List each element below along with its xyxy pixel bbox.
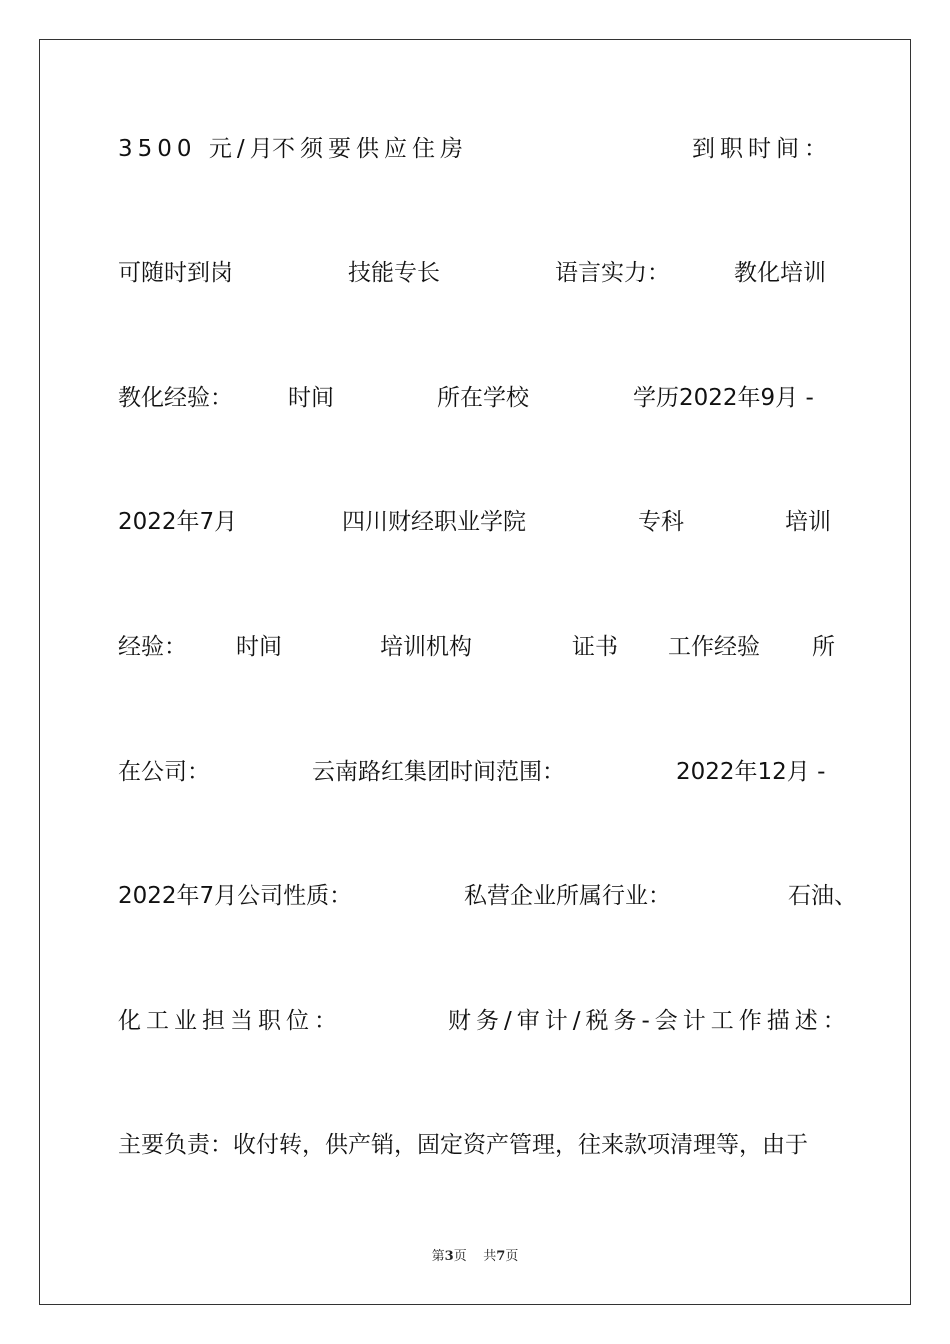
text-segment: 时间 (236, 634, 282, 660)
page-number: 3 (444, 1249, 454, 1264)
text-line (118, 881, 857, 911)
text-segment: 2022年12月 - (676, 759, 826, 785)
text-segment: 所 (812, 634, 835, 660)
text-segment: 可随时到岗 (118, 260, 233, 286)
page-footer (0, 1248, 950, 1266)
total-suffix: 页 (505, 1249, 519, 1264)
text-segment: 专科 (638, 509, 684, 535)
text-segment: 主要负责：收付转，供产销，固定资产管理，往来款项清理等，由于 (118, 1132, 808, 1158)
text-line (118, 757, 834, 787)
text-segment: 石油、 (788, 883, 857, 909)
text-line (118, 632, 834, 662)
text-segment: 培训机构 (380, 634, 472, 660)
text-segment: 2022年7月 (118, 509, 238, 535)
text-line (118, 258, 834, 288)
text-segment: 财务/审计/税务-会计工作描述： (448, 1008, 851, 1034)
text-segment: 语言实力： (555, 260, 670, 286)
text-segment: 云南路红集团时间范围： (312, 759, 565, 785)
text-segment: 证书 (572, 634, 618, 660)
text-segment: 技能专长 (348, 260, 440, 286)
text-segment: 时间 (288, 385, 334, 411)
page-suffix: 页 (453, 1249, 467, 1264)
total-pages: 7 (496, 1249, 506, 1264)
text-segment: 2022年7月公司性质： (118, 883, 353, 909)
text-segment: 经验： (118, 634, 187, 660)
text-line (118, 383, 834, 413)
text-segment: 私营企业所属行业： (464, 883, 671, 909)
text-segment: 在公司： (118, 759, 210, 785)
text-segment: 教化培训 (734, 260, 826, 286)
text-segment: 所在学校 (437, 385, 529, 411)
text-segment: 到职时间： (692, 136, 832, 162)
page-prefix: 第 (431, 1249, 445, 1264)
text-segment: 学历2022年9月 - (633, 385, 814, 411)
text-segment: 3500 元/月 (118, 136, 278, 162)
text-line (118, 134, 834, 164)
text-segment: 四川财经职业学院 (342, 509, 526, 535)
total-prefix: 共 (483, 1249, 497, 1264)
text-line (118, 1006, 851, 1036)
text-line (118, 507, 834, 537)
text-segment: 化工业担当职位： (118, 1008, 342, 1034)
text-segment: 教化经验： (118, 385, 233, 411)
text-segment: 不须要供应住房 (272, 136, 468, 162)
text-segment: 培训 (785, 509, 831, 535)
page-border (39, 39, 911, 1305)
text-line (118, 1130, 834, 1160)
text-segment: 工作经验 (668, 634, 760, 660)
